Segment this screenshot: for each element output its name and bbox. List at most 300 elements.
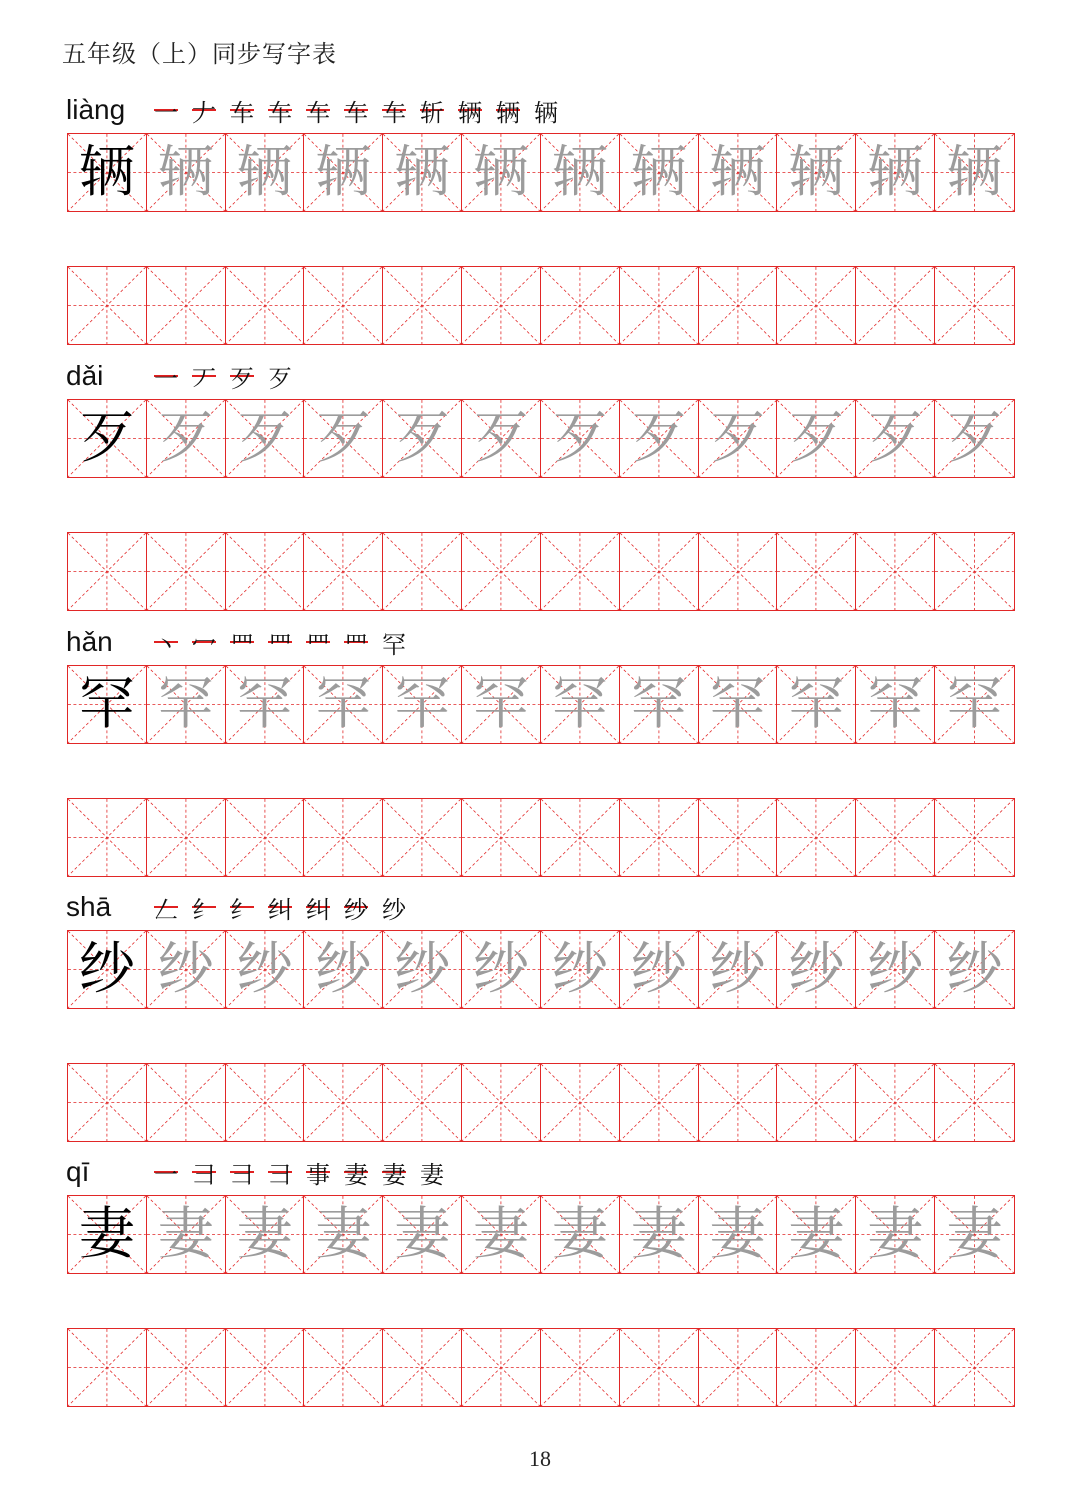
- blank-writing-cell[interactable]: [226, 1064, 305, 1141]
- model-character-cell: [68, 400, 147, 477]
- trace-character-cell: [777, 931, 856, 1008]
- trace-character: 妻: [709, 1201, 766, 1267]
- mi-grid-guides: [620, 267, 698, 344]
- mi-grid-guides: [383, 799, 461, 876]
- trace-character: 妻: [315, 1201, 372, 1267]
- trace-character-cell: [620, 134, 699, 211]
- stroke-step: 歹: [230, 364, 254, 393]
- blank-writing-cell[interactable]: [304, 1329, 383, 1406]
- mi-grid-guides: [541, 267, 619, 344]
- trace-character: 罕: [551, 671, 608, 737]
- trace-character: 辆: [551, 139, 608, 205]
- trace-character: 妻: [394, 1201, 451, 1267]
- trace-character-cell: [383, 1196, 462, 1273]
- stroke-step: 纱: [382, 895, 406, 924]
- trace-character-cell: [462, 400, 541, 477]
- stroke-order-sequence: [150, 1155, 448, 1190]
- stroke-step: 车: [382, 98, 406, 127]
- trace-character-cell: [541, 931, 620, 1008]
- trace-character-cell: [699, 400, 778, 477]
- blank-writing-cell[interactable]: [226, 533, 305, 610]
- stroke-step: 妻: [420, 1160, 444, 1189]
- trace-character-cell: [226, 400, 305, 477]
- mi-grid-guides: [68, 1064, 146, 1141]
- mi-grid-guides: [620, 799, 698, 876]
- stroke-order-sequence: [150, 625, 410, 660]
- trace-character: 妻: [630, 1201, 687, 1267]
- mi-grid-guides: [462, 799, 540, 876]
- mi-grid-guides: [699, 799, 777, 876]
- stroke-step: 彐: [230, 1160, 254, 1189]
- trace-character: 歹: [551, 405, 608, 471]
- trace-character-cell: [777, 1196, 856, 1273]
- blank-writing-cell[interactable]: [462, 1064, 541, 1141]
- stroke-step: 罒: [306, 630, 330, 659]
- trace-character-cell: [541, 1196, 620, 1273]
- blank-writing-cell[interactable]: [383, 1064, 462, 1141]
- blank-writing-cell[interactable]: [462, 799, 541, 876]
- mi-grid-guides: [226, 1329, 304, 1406]
- trace-character-cell: [226, 134, 305, 211]
- blank-writing-cell[interactable]: [383, 267, 462, 344]
- trace-character: 纱: [236, 936, 293, 1002]
- mi-grid-guides: [304, 799, 382, 876]
- stroke-step: 罕: [382, 630, 406, 659]
- mi-grid-guides: [699, 533, 777, 610]
- trace-character: 辆: [867, 139, 924, 205]
- mi-grid-guides: [304, 1329, 382, 1406]
- trace-character-cell: [856, 666, 935, 743]
- tracing-grid-row: [67, 1195, 1015, 1274]
- trace-character: 纱: [551, 936, 608, 1002]
- blank-writing-cell[interactable]: [935, 1064, 1014, 1141]
- trace-character-cell: [304, 1196, 383, 1273]
- trace-character: 罕: [788, 671, 845, 737]
- trace-character: 辆: [473, 139, 530, 205]
- stroke-step: 纱: [344, 895, 368, 924]
- blank-writing-cell[interactable]: [304, 799, 383, 876]
- trace-character-cell: [699, 666, 778, 743]
- mi-grid-guides: [304, 267, 382, 344]
- stroke-step: 一: [154, 98, 178, 127]
- trace-character: 罕: [946, 671, 1003, 737]
- trace-character-cell: [462, 666, 541, 743]
- mi-grid-guides: [541, 533, 619, 610]
- blank-writing-cell[interactable]: [620, 1064, 699, 1141]
- trace-character-cell: [620, 1196, 699, 1273]
- blank-writing-cell[interactable]: [147, 799, 226, 876]
- page-number: 18: [529, 1446, 551, 1471]
- trace-character-cell: [777, 134, 856, 211]
- trace-character: 纱: [473, 936, 530, 1002]
- blank-writing-cell[interactable]: [541, 267, 620, 344]
- trace-character-cell: [383, 134, 462, 211]
- blank-writing-cell[interactable]: [462, 1329, 541, 1406]
- trace-character: 辆: [709, 139, 766, 205]
- trace-character: 歹: [630, 405, 687, 471]
- mi-grid-guides: [462, 1329, 540, 1406]
- stroke-step: 彐: [268, 1160, 292, 1189]
- model-character-cell: [68, 134, 147, 211]
- blank-practice-grid-row: [67, 1328, 1015, 1407]
- tracing-grid-row: [67, 665, 1015, 744]
- blank-writing-cell[interactable]: [226, 799, 305, 876]
- trace-character-cell: [541, 400, 620, 477]
- trace-character: 妻: [551, 1201, 608, 1267]
- trace-character: 歹: [315, 405, 372, 471]
- trace-character-cell: [147, 666, 226, 743]
- mi-grid-guides: [541, 1064, 619, 1141]
- stroke-step: 纟: [192, 895, 216, 924]
- mi-grid-guides: [147, 1329, 225, 1406]
- trace-character-cell: [147, 400, 226, 477]
- mi-grid-guides: [935, 799, 1014, 876]
- trace-character: 纱: [867, 936, 924, 1002]
- trace-character-cell: [856, 400, 935, 477]
- mi-grid-guides: [620, 1329, 698, 1406]
- trace-character: 纱: [788, 936, 845, 1002]
- trace-character-cell: [935, 931, 1014, 1008]
- trace-character-cell: [856, 931, 935, 1008]
- trace-character: 辆: [630, 139, 687, 205]
- mi-grid-guides: [856, 533, 934, 610]
- trace-character-cell: [777, 400, 856, 477]
- character-heading: [66, 356, 296, 396]
- mi-grid-guides: [68, 267, 146, 344]
- trace-character-cell: [620, 400, 699, 477]
- mi-grid-guides: [68, 1329, 146, 1406]
- blank-writing-cell[interactable]: [68, 1064, 147, 1141]
- pinyin-label: shā: [66, 891, 112, 922]
- trace-character-cell: [620, 666, 699, 743]
- blank-writing-cell[interactable]: [935, 267, 1014, 344]
- blank-writing-cell[interactable]: [304, 267, 383, 344]
- stroke-step: 车: [268, 98, 292, 127]
- mi-grid-guides: [226, 533, 304, 610]
- blank-writing-cell[interactable]: [462, 533, 541, 610]
- pinyin-label: dǎi: [66, 360, 104, 391]
- blank-writing-cell[interactable]: [856, 267, 935, 344]
- mi-grid-guides: [226, 799, 304, 876]
- trace-character-cell: [226, 666, 305, 743]
- mi-grid-guides: [383, 267, 461, 344]
- trace-character-cell: [856, 134, 935, 211]
- mi-grid-guides: [541, 1329, 619, 1406]
- trace-character: 辆: [157, 139, 214, 205]
- mi-grid-guides: [383, 533, 461, 610]
- blank-writing-cell[interactable]: [935, 533, 1014, 610]
- blank-writing-cell[interactable]: [226, 267, 305, 344]
- trace-character: 妻: [867, 1201, 924, 1267]
- stroke-step: 歹: [268, 364, 292, 393]
- mi-grid-guides: [147, 533, 225, 610]
- blank-writing-cell[interactable]: [620, 267, 699, 344]
- trace-character: 罕: [315, 671, 372, 737]
- mi-grid-guides: [856, 1329, 934, 1406]
- trace-character: 辆: [394, 139, 451, 205]
- trace-character: 妻: [236, 1201, 293, 1267]
- character-heading: [66, 1152, 448, 1192]
- trace-character-cell: [462, 1196, 541, 1273]
- trace-character: 歹: [709, 405, 766, 471]
- blank-writing-cell[interactable]: [304, 1064, 383, 1141]
- model-character: 歹: [78, 405, 135, 471]
- trace-character-cell: [935, 1196, 1014, 1273]
- blank-writing-cell[interactable]: [777, 267, 856, 344]
- trace-character: 辆: [315, 139, 372, 205]
- trace-character: 妻: [946, 1201, 1003, 1267]
- stroke-step: 辆: [458, 98, 482, 127]
- blank-writing-cell[interactable]: [777, 799, 856, 876]
- blank-writing-cell[interactable]: [541, 1329, 620, 1406]
- trace-character: 纱: [394, 936, 451, 1002]
- blank-writing-cell[interactable]: [777, 1329, 856, 1406]
- mi-grid-guides: [935, 533, 1014, 610]
- blank-writing-cell[interactable]: [383, 533, 462, 610]
- trace-character-cell: [147, 931, 226, 1008]
- stroke-step: 车: [344, 98, 368, 127]
- stroke-step: 妻: [382, 1160, 406, 1189]
- tracing-grid-row: [67, 399, 1015, 478]
- trace-character-cell: [935, 400, 1014, 477]
- model-character: 妻: [78, 1201, 135, 1267]
- blank-practice-grid-row: [67, 798, 1015, 877]
- trace-character: 辆: [788, 139, 845, 205]
- stroke-step: 彐: [192, 1160, 216, 1189]
- stroke-step: 纟: [230, 895, 254, 924]
- blank-writing-cell[interactable]: [68, 1329, 147, 1406]
- trace-character: 妻: [788, 1201, 845, 1267]
- mi-grid-guides: [226, 267, 304, 344]
- stroke-step: 斩: [420, 98, 444, 127]
- pinyin-label: hǎn: [66, 626, 113, 657]
- model-character: 辆: [78, 139, 135, 205]
- blank-writing-cell[interactable]: [620, 533, 699, 610]
- trace-character-cell: [147, 134, 226, 211]
- pinyin-label: qī: [66, 1156, 90, 1187]
- trace-character-cell: [383, 666, 462, 743]
- mi-grid-guides: [777, 533, 855, 610]
- trace-character: 纱: [946, 936, 1003, 1002]
- mi-grid-guides: [541, 799, 619, 876]
- trace-character: 罕: [236, 671, 293, 737]
- trace-character: 纱: [630, 936, 687, 1002]
- pinyin-label: liàng: [66, 94, 126, 125]
- trace-character: 歹: [394, 405, 451, 471]
- blank-writing-cell[interactable]: [68, 533, 147, 610]
- stroke-step: 罒: [344, 630, 368, 659]
- trace-character-cell: [699, 931, 778, 1008]
- trace-character-cell: [383, 400, 462, 477]
- mi-grid-guides: [777, 1064, 855, 1141]
- mi-grid-guides: [226, 1064, 304, 1141]
- stroke-step: 丶: [154, 630, 178, 659]
- trace-character: 辆: [236, 139, 293, 205]
- trace-character: 歹: [473, 405, 530, 471]
- blank-writing-cell[interactable]: [856, 533, 935, 610]
- trace-character-cell: [462, 931, 541, 1008]
- blank-writing-cell[interactable]: [777, 1064, 856, 1141]
- tracing-grid-row: [67, 133, 1015, 212]
- trace-character-cell: [856, 1196, 935, 1273]
- mi-grid-guides: [935, 1329, 1014, 1406]
- trace-character-cell: [304, 400, 383, 477]
- mi-grid-guides: [68, 533, 146, 610]
- stroke-step: 妻: [344, 1160, 368, 1189]
- model-character-cell: [68, 1196, 147, 1273]
- mi-grid-guides: [620, 533, 698, 610]
- trace-character-cell: [541, 134, 620, 211]
- blank-practice-grid-row: [67, 532, 1015, 611]
- mi-grid-guides: [777, 1329, 855, 1406]
- trace-character-cell: [383, 931, 462, 1008]
- blank-writing-cell[interactable]: [935, 799, 1014, 876]
- stroke-step: 车: [306, 98, 330, 127]
- stroke-step: 纠: [306, 895, 330, 924]
- trace-character-cell: [935, 134, 1014, 211]
- trace-character: 罕: [473, 671, 530, 737]
- stroke-step: 辆: [496, 98, 520, 127]
- mi-grid-guides: [856, 1064, 934, 1141]
- mi-grid-guides: [856, 799, 934, 876]
- trace-character-cell: [226, 1196, 305, 1273]
- mi-grid-guides: [699, 1329, 777, 1406]
- trace-character: 罕: [157, 671, 214, 737]
- stroke-step: 丆: [192, 364, 216, 393]
- blank-writing-cell[interactable]: [68, 799, 147, 876]
- blank-writing-cell[interactable]: [699, 799, 778, 876]
- blank-writing-cell[interactable]: [68, 267, 147, 344]
- character-heading: [66, 622, 410, 662]
- mi-grid-guides: [147, 1064, 225, 1141]
- trace-character: 歹: [236, 405, 293, 471]
- blank-writing-cell[interactable]: [699, 267, 778, 344]
- blank-writing-cell[interactable]: [147, 533, 226, 610]
- trace-character: 罕: [867, 671, 924, 737]
- trace-character-cell: [304, 134, 383, 211]
- blank-writing-cell[interactable]: [226, 1329, 305, 1406]
- trace-character: 罕: [630, 671, 687, 737]
- character-heading: [66, 90, 562, 130]
- blank-writing-cell[interactable]: [304, 533, 383, 610]
- mi-grid-guides: [935, 1064, 1014, 1141]
- stroke-order-sequence: [150, 890, 410, 925]
- tracing-grid-row: [67, 930, 1015, 1009]
- stroke-step: 纠: [268, 895, 292, 924]
- model-character: 纱: [78, 936, 135, 1002]
- model-character-cell: [68, 666, 147, 743]
- mi-grid-guides: [383, 1329, 461, 1406]
- trace-character-cell: [777, 666, 856, 743]
- stroke-step: 罒: [230, 630, 254, 659]
- mi-grid-guides: [462, 267, 540, 344]
- trace-character: 妻: [473, 1201, 530, 1267]
- blank-writing-cell[interactable]: [699, 533, 778, 610]
- mi-grid-guides: [699, 1064, 777, 1141]
- stroke-order-sequence: [150, 93, 562, 128]
- mi-grid-guides: [68, 799, 146, 876]
- trace-character-cell: [620, 931, 699, 1008]
- trace-character: 妻: [157, 1201, 214, 1267]
- mi-grid-guides: [304, 1064, 382, 1141]
- blank-writing-cell[interactable]: [462, 267, 541, 344]
- trace-character-cell: [462, 134, 541, 211]
- trace-character-cell: [541, 666, 620, 743]
- trace-character: 纱: [315, 936, 372, 1002]
- blank-writing-cell[interactable]: [699, 1329, 778, 1406]
- stroke-step: 车: [230, 98, 254, 127]
- mi-grid-guides: [856, 267, 934, 344]
- trace-character-cell: [147, 1196, 226, 1273]
- mi-grid-guides: [462, 533, 540, 610]
- trace-character: 罕: [709, 671, 766, 737]
- trace-character: 歹: [946, 405, 1003, 471]
- model-character-cell: [68, 931, 147, 1008]
- stroke-step: 辆: [534, 98, 558, 127]
- stroke-step: 𠂇: [192, 98, 216, 127]
- blank-writing-cell[interactable]: [147, 1064, 226, 1141]
- blank-writing-cell[interactable]: [699, 1064, 778, 1141]
- blank-writing-cell[interactable]: [383, 799, 462, 876]
- stroke-step: 冖: [192, 630, 216, 659]
- stroke-step: 𠃋: [154, 895, 178, 924]
- mi-grid-guides: [777, 267, 855, 344]
- blank-writing-cell[interactable]: [856, 1329, 935, 1406]
- mi-grid-guides: [935, 267, 1014, 344]
- trace-character: 罕: [394, 671, 451, 737]
- blank-writing-cell[interactable]: [935, 1329, 1014, 1406]
- model-character: 罕: [78, 671, 135, 737]
- blank-writing-cell[interactable]: [541, 1064, 620, 1141]
- mi-grid-guides: [620, 1064, 698, 1141]
- mi-grid-guides: [383, 1064, 461, 1141]
- stroke-step: 一: [154, 364, 178, 393]
- trace-character-cell: [699, 1196, 778, 1273]
- trace-character: 纱: [709, 936, 766, 1002]
- blank-writing-cell[interactable]: [856, 799, 935, 876]
- blank-writing-cell[interactable]: [777, 533, 856, 610]
- mi-grid-guides: [304, 533, 382, 610]
- stroke-step: 事: [306, 1160, 330, 1189]
- blank-writing-cell[interactable]: [147, 1329, 226, 1406]
- trace-character-cell: [304, 931, 383, 1008]
- trace-character: 歹: [867, 405, 924, 471]
- blank-writing-cell[interactable]: [383, 1329, 462, 1406]
- blank-writing-cell[interactable]: [620, 799, 699, 876]
- stroke-step: 罒: [268, 630, 292, 659]
- character-heading: [66, 887, 410, 927]
- page-title: 五年级（上）同步写字表: [62, 40, 337, 68]
- trace-character-cell: [226, 931, 305, 1008]
- mi-grid-guides: [777, 799, 855, 876]
- trace-character-cell: [304, 666, 383, 743]
- blank-writing-cell[interactable]: [856, 1064, 935, 1141]
- stroke-step: 一: [154, 1160, 178, 1189]
- mi-grid-guides: [462, 1064, 540, 1141]
- trace-character: 歹: [788, 405, 845, 471]
- stroke-order-sequence: [150, 359, 296, 394]
- trace-character-cell: [699, 134, 778, 211]
- blank-writing-cell[interactable]: [541, 799, 620, 876]
- blank-writing-cell[interactable]: [147, 267, 226, 344]
- trace-character: 纱: [157, 936, 214, 1002]
- blank-writing-cell[interactable]: [541, 533, 620, 610]
- blank-writing-cell[interactable]: [620, 1329, 699, 1406]
- trace-character: 辆: [946, 139, 1003, 205]
- mi-grid-guides: [699, 267, 777, 344]
- blank-practice-grid-row: [67, 1063, 1015, 1142]
- mi-grid-guides: [147, 799, 225, 876]
